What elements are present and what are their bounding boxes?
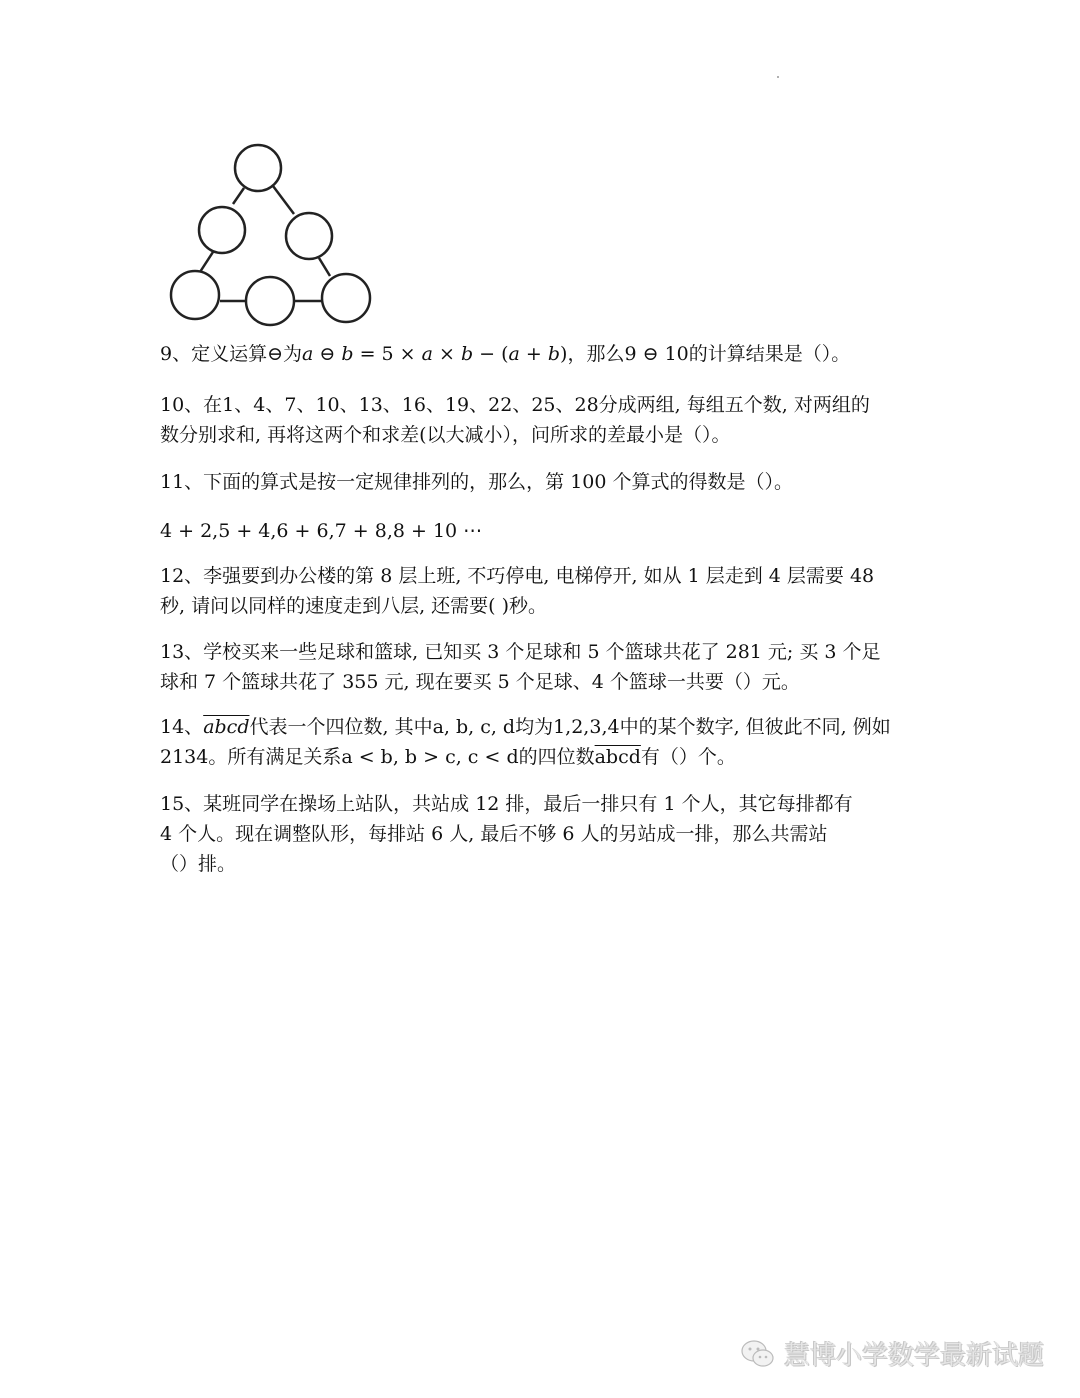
watermark xyxy=(740,1335,1044,1372)
question-15-line-3: （）排。 xyxy=(160,853,237,875)
question-11-line-1: 11、下面的算式是按一定规律排列的，那么，第 100 个算式的得数是（）。 xyxy=(160,471,794,493)
circle-triangle-diagram xyxy=(158,138,378,328)
question-15-line-1: 15、某班同学在操场上站队，共站成 12 排，最后一排只有 1 个人，其它每排都有 xyxy=(160,793,853,815)
question-15-line-2: 4 个人。现在调整队形，每排站 6 人, 最后不够 6 人的另站成一排，那么共需站 xyxy=(160,823,828,845)
question-13 xyxy=(160,637,940,697)
question-9: 9、定义运算⊖为a ⊖ b = 5 × a × b − (a + b)，那么9 ⊖ 10的计算结果是（）。 xyxy=(160,343,851,365)
question-14-line-1: 14、abcd代表一个四位数, 其中a, b, c, d均为1,2,3,4中的某个数字, 但彼此不同, 例如 xyxy=(160,716,891,738)
question-15 xyxy=(160,789,940,879)
question-14-line-2: 2134。所有满足关系a < b, b > c, c < d的四位数abcd有（）个。 xyxy=(160,746,736,768)
question-12-line-1: 12、李强要到办公楼的第 8 层上班, 不巧停电, 电梯停开, 如从 1 层走到 4 层需要 48 xyxy=(160,565,875,587)
question-13-line-1: 13、学校买来一些足球和篮球, 已知买 3 个足球和 5 个篮球共花了 281 元; 买 3 个足 xyxy=(160,641,881,663)
question-12 xyxy=(160,561,940,621)
question-10-line-2: 数分别求和, 再将这两个和求差(以大减小），问所求的差最小是（）。 xyxy=(160,424,731,446)
question-11 xyxy=(160,467,940,497)
question-10-line-1: 10、在1、4、7、10、13、16、19、22、25、28分成两组, 每组五个数, 对两组的 xyxy=(160,394,870,416)
wechat-icon xyxy=(740,1339,776,1369)
question-10 xyxy=(160,390,940,450)
watermark-text: 慧博小学数学最新试题 xyxy=(783,1341,1044,1371)
question-14 xyxy=(160,712,940,772)
question-12-line-2: 秒, 请问以同样的速度走到八层, 还需要( )秒。 xyxy=(160,595,548,617)
question-13-line-2: 球和 7 个篮球共花了 355 元, 现在要买 5 个足球、4 个篮球一共要（）元。 xyxy=(160,671,800,693)
speck xyxy=(777,76,779,78)
question-11-sequence: 4 + 2,5 + 4,6 + 6,7 + 8,8 + 10 ⋯ xyxy=(160,520,483,542)
